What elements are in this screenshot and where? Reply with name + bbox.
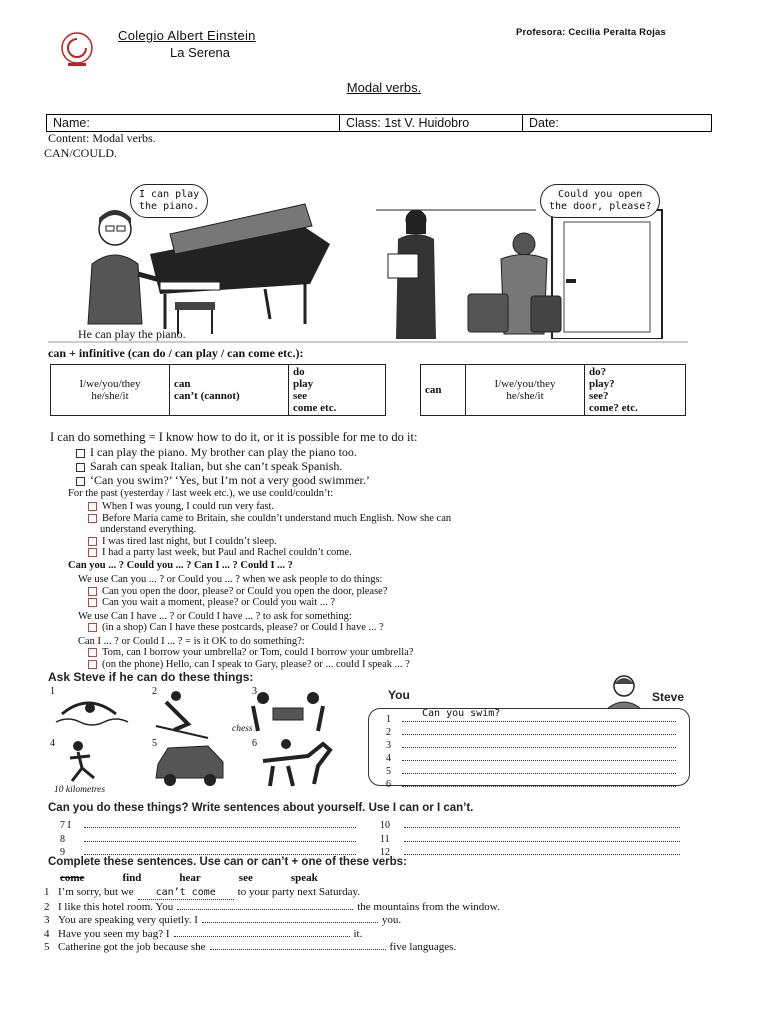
divider (48, 341, 688, 343)
list-item: Before Maria came to Britain, she couldn’t understand much English. Now she can (88, 513, 451, 525)
piano-caption: He can play the piano. (78, 327, 186, 341)
past-examples (88, 501, 451, 559)
bullet-icon (88, 548, 97, 557)
answer-line[interactable]: 3 (386, 738, 676, 751)
questions-p3: Can I ... ? or Could I ... ? = is it OK to do something?: (78, 635, 305, 647)
bullet-icon (76, 477, 85, 486)
picture-number: 5 (152, 738, 157, 749)
sentence-row: 3 You are speaking very quietly. I you. (44, 914, 402, 926)
list-item: Sarah can speak Italian, but she can’t speak Spanish. (76, 459, 370, 473)
verb-item: see? (589, 390, 609, 402)
steve-label: Steve (652, 690, 685, 704)
student-info-box (46, 114, 712, 132)
sentence-row: 2 I like this hotel room. You the mountains from the window. (44, 900, 500, 913)
piano-illustration (80, 184, 350, 344)
answer-line[interactable]: 6 (386, 777, 676, 790)
questions-p2: We use Can I have ... ? or Could I have ... ? to ask for something: (78, 610, 352, 622)
verb-item: see (293, 390, 308, 402)
affirmative-table (50, 364, 386, 416)
bullet-icon (88, 587, 97, 596)
verb-item: speak (290, 872, 318, 884)
subject-plural: I/we/you/they (79, 378, 141, 390)
ican-examples (76, 445, 370, 487)
teacher-name: Profesora: Cecilia Peralta Rojas (516, 27, 667, 38)
name-field[interactable]: Name: (47, 115, 340, 131)
page-title: Modal verbs. (346, 80, 422, 95)
bullet-icon (88, 648, 97, 657)
exercise1-heading: Ask Steve if he can do these things: (48, 670, 254, 684)
school-logo (56, 30, 98, 70)
class-field: Class: 1st V. Huidobro (340, 115, 523, 131)
exercise2-right (380, 818, 680, 859)
answer-blank[interactable] (174, 927, 350, 937)
answer-blank[interactable] (210, 940, 386, 950)
chess-label: chess (232, 724, 253, 734)
modal-cant: can’t (cannot) (174, 390, 240, 402)
list-item: Can you open the door, please? or Could you open the door, please? (78, 586, 414, 598)
exercise3-heading: Complete these sentences. Use can or can’t + one of these verbs: (48, 856, 407, 868)
verb-item: come? etc. (589, 402, 638, 414)
you-label: You (388, 688, 410, 702)
answer-line[interactable]: 1 Can you swim? (386, 712, 676, 725)
topic-heading: CAN/COULD. (44, 146, 118, 160)
answer-line[interactable]: 8 (60, 832, 356, 846)
km-label: 10 kilometres (54, 785, 106, 795)
modal-can: can (174, 378, 191, 390)
answer-blank[interactable] (202, 913, 378, 923)
answer-line[interactable]: 12 (380, 845, 680, 859)
speech-bubble-left: I can play the piano. (130, 184, 208, 218)
verb-item: see (238, 872, 253, 884)
answer-line[interactable]: 7 I (60, 818, 356, 832)
sentence-row: 5 Catherine got the job because she five languages. (44, 941, 457, 953)
list-item: Tom, can I borrow your umbrella? or Tom, could I borrow your umbrella? (78, 647, 414, 659)
bullet-icon (88, 514, 97, 523)
picture-number: 1 (50, 686, 55, 697)
verb-list (60, 872, 318, 884)
answer-line[interactable]: 4 (386, 751, 676, 764)
bullet-icon (88, 537, 97, 546)
answer-line[interactable]: 5 (386, 764, 676, 777)
picture-number: 2 (152, 686, 157, 697)
school-name: Colegio Albert Einstein (118, 28, 256, 43)
bullet-icon (88, 660, 97, 669)
subject-plural: I/we/you/they (494, 378, 556, 390)
answer-line[interactable]: 11 (380, 832, 680, 846)
past-intro: For the past (yesterday / last week etc.), we use could/couldn’t: (68, 488, 334, 499)
list-item: ‘Can you swim?’ ‘Yes, but I’m not a very good swimmer.’ (76, 473, 370, 487)
steve-avatar (604, 672, 644, 708)
questions-p1: We use Can you ... ? or Could you ... ? when we ask people to do things: (78, 574, 383, 585)
ican-intro: I can do something = I know how to do it, or it is possible for me to do it: (50, 430, 418, 444)
example-answer: Can you swim? (422, 708, 501, 719)
date-field[interactable]: Date: (529, 116, 559, 130)
exercise2-heading: Can you do these things? Write sentences about yourself. Use I can or I can’t. (48, 802, 474, 814)
verb-item: play (293, 378, 314, 390)
list-item: understand everything. (100, 524, 197, 535)
verb-item: do (293, 366, 305, 378)
speech-bubble-right: Could you open the door, please? (540, 184, 660, 218)
verb-item: play? (589, 378, 615, 390)
subject-singular: he/she/it (91, 390, 129, 402)
exercise2-left (60, 818, 356, 859)
modal-can-question: can (421, 365, 466, 416)
school-city: La Serena (170, 45, 230, 60)
sentence-row: 1 I’m sorry, but we can’t come to your party next Saturday. (44, 886, 361, 898)
exercise1-pictures (48, 686, 368, 796)
verb-item: come (60, 872, 85, 884)
list-item: I was tired last night, but I couldn’t sleep. (88, 536, 451, 548)
answer-lines (386, 708, 676, 790)
verb-item: do? (589, 366, 607, 378)
bullet-icon (88, 598, 97, 607)
questions-heading: Can you ... ? Could you ... ? Can I ... ? Could I ... ? (68, 560, 293, 571)
questions-block (78, 574, 414, 670)
answer-line[interactable]: 2 (386, 725, 676, 738)
list-item: (in a shop) Can I have these postcards, please? or Could I have ... ? (78, 622, 414, 634)
verb-item: find (122, 872, 142, 884)
list-item: Can you wait a moment, please? or Could you wait ... ? (78, 597, 414, 609)
answer-line[interactable]: 10 (380, 818, 680, 832)
bullet-icon (88, 502, 97, 511)
answer-line[interactable]: 9 (60, 845, 356, 859)
content-line: Content: Modal verbs. (48, 131, 156, 145)
picture-number: 3 (252, 686, 257, 697)
list-item: I had a party last week, but Paul and Rachel couldn’t come. (88, 547, 451, 559)
answer-blank[interactable] (177, 900, 353, 910)
list-item: (on the phone) Hello, can I speak to Gary, please? or ... could I speak ... ? (78, 659, 414, 671)
bullet-icon (88, 623, 97, 632)
subject-singular: he/she/it (506, 390, 544, 402)
verb-item: hear (179, 872, 201, 884)
answer-blank[interactable]: can’t come (138, 887, 234, 900)
picture-number: 4 (50, 738, 55, 749)
table-heading: can + infinitive (can do / can play / can come etc.): (48, 346, 304, 360)
picture-number: 6 (252, 738, 257, 749)
list-item: I can play the piano. My brother can play the piano too. (76, 445, 370, 459)
list-item: When I was young, I could run very fast. (88, 501, 451, 513)
exercise3-sentences (44, 887, 684, 954)
question-table (420, 364, 686, 416)
bullet-icon (76, 449, 85, 458)
bullet-icon (76, 463, 85, 472)
verb-item: come etc. (293, 402, 337, 414)
sentence-row: 4 Have you seen my bag? I it. (44, 927, 363, 940)
